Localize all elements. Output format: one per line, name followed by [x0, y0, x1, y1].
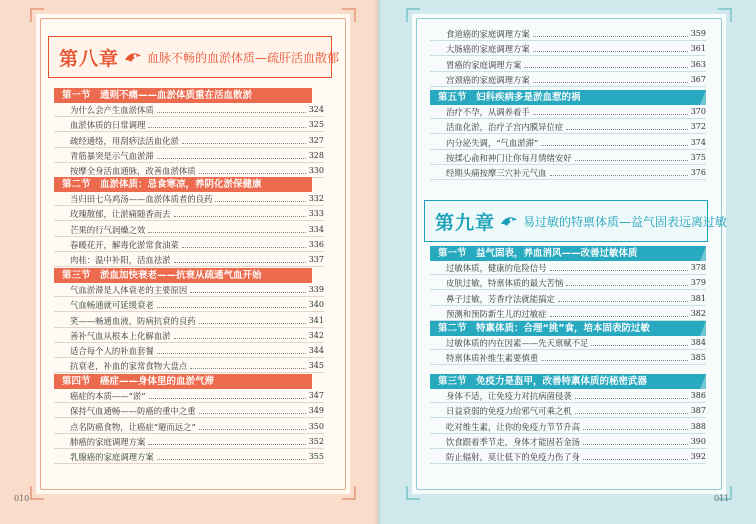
dot-leader [148, 232, 305, 233]
toc-entry[interactable] [430, 388, 706, 403]
toc-entry-title: 肉桂：温中补阳，活血祛淤 [70, 254, 171, 265]
toc-entry-title: 善补气血从根本上化解血淤 [70, 330, 171, 341]
toc-entry-title: 日益衰弱的免疫力给邪气可乘之机 [446, 406, 572, 417]
toc-page-number: 330 [308, 165, 324, 175]
toc-entry-title: 点名防癌食物，让癌症“避而远之” [70, 421, 196, 432]
toc-entry[interactable] [430, 134, 706, 149]
toc-entry[interactable] [430, 350, 706, 365]
chapter-title: 血脉不畅的血淤体质—疏肝活血散郁 [147, 50, 340, 65]
corner-ornament-icon [30, 486, 44, 500]
dot-leader [583, 444, 688, 445]
toc-entry-title: 为什么会产生血淤体质 [70, 105, 154, 116]
toc-entry[interactable] [430, 260, 706, 275]
page-number: 010 [14, 494, 30, 503]
toc-entry[interactable] [54, 102, 324, 117]
toc-page-number: 334 [308, 224, 324, 234]
toc-entry-title: 身体不适，让免疫力对抗病菌侵袭 [446, 391, 572, 402]
toc-entry[interactable] [430, 449, 706, 464]
toc-entry[interactable] [54, 449, 324, 464]
section-entry-list [430, 335, 706, 365]
section-heading[interactable]: 第三节 免疫力是盔甲，改善特禀体质的秘密武器 [430, 374, 706, 389]
swirl-leaf-icon [123, 50, 143, 64]
book-gutter [374, 0, 382, 524]
toc-page-number: 386 [690, 391, 706, 401]
toc-entry-title: 玫瑰散郁，让淤痛随香而去 [70, 209, 171, 220]
toc-entry[interactable] [54, 221, 324, 236]
toc-entry-title: 乳腺癌的家庭调理方案 [70, 451, 154, 462]
corner-ornament-icon [30, 8, 44, 22]
dot-leader [174, 216, 306, 217]
toc-entry-title: 笑——畅通血液，防病抗衰的良药 [70, 315, 196, 326]
dot-leader [533, 36, 688, 37]
toc-entry[interactable] [430, 165, 706, 180]
toc-page-number: 350 [308, 421, 324, 431]
corner-ornament-icon [406, 486, 420, 500]
toc-entry-title: 癌症的本质——“淤” [70, 391, 146, 402]
dot-leader [190, 368, 305, 369]
toc-entry-title: 活血化淤，治疗子宫内膜异位症 [446, 122, 564, 133]
toc-entry-title: 血淤体质的日常调理 [70, 120, 146, 131]
dot-leader [575, 160, 688, 161]
toc-page-number: 363 [690, 59, 706, 69]
toc-entry[interactable] [430, 275, 706, 290]
toc-entry[interactable] [430, 403, 706, 418]
toc-entry[interactable] [54, 388, 324, 403]
toc-entry-title: 大肠癌的家庭调理方案 [446, 44, 530, 55]
toc-entry[interactable] [54, 312, 324, 327]
dot-leader [558, 301, 688, 302]
toc-entry-title: 预测和预防新生儿的过敏症 [446, 308, 547, 319]
toc-entry[interactable] [430, 434, 706, 449]
section-heading[interactable]: 第一节 益气固表，养血消风——改善过敏体质 [430, 246, 706, 261]
toc-page-number: 328 [308, 150, 324, 160]
dot-leader [157, 112, 306, 113]
toc-page-number: 374 [690, 137, 706, 147]
toc-entry-title: 气血淤滞是人体衰老的主要原因 [70, 285, 188, 296]
dot-leader [533, 114, 688, 115]
toc-page-number: 375 [690, 152, 706, 162]
toc-page-number: 384 [690, 338, 706, 348]
toc-page-number: 379 [690, 278, 706, 288]
toc-continued-list [430, 26, 706, 87]
swirl-leaf-icon [499, 214, 519, 228]
dot-leader [575, 398, 688, 399]
toc-entry[interactable] [430, 72, 706, 87]
toc-page-number: 382 [690, 308, 706, 318]
toc-page-number: 342 [308, 330, 324, 340]
dot-leader [541, 360, 688, 361]
toc-entry[interactable] [54, 297, 324, 312]
toc-page-number: 345 [308, 361, 324, 371]
toc-entry[interactable] [54, 148, 324, 163]
toc-entry[interactable] [430, 104, 706, 119]
toc-entry-title: 饮食跟着季节走，身体才能固若金汤 [446, 436, 580, 447]
dot-leader [566, 129, 687, 130]
toc-entry-title: 抗衰老，补血的家常食物大盘点 [70, 361, 188, 372]
section-entry-list [54, 102, 324, 178]
toc-entry[interactable] [54, 282, 324, 297]
chapter-9-header [424, 200, 728, 242]
chapter-title: 易过敏的特禀体质—益气固表远离过敏 [523, 214, 728, 229]
toc-entry-title: 春暖花开，解毒化淤常食油菜 [70, 239, 179, 250]
toc-entry[interactable] [430, 306, 706, 321]
toc-page-number: 392 [690, 451, 706, 461]
toc-page-number: 341 [308, 315, 324, 325]
toc-entry[interactable] [54, 191, 324, 206]
toc-entry[interactable] [54, 328, 324, 343]
section-heading[interactable]: 第五节 妇科疾病多是淤血惹的祸 [430, 90, 706, 105]
toc-entry-title: 特禀体质补维生素要慎重 [446, 353, 539, 364]
toc-page-number: 355 [308, 451, 324, 461]
toc-entry[interactable] [54, 163, 324, 178]
toc-entry[interactable] [430, 418, 706, 433]
chapter-8-header [48, 36, 340, 78]
section-heading[interactable]: 第四节 癌症——身体里的血淤气滞 [54, 374, 312, 389]
section-heading[interactable]: 第三节 淤血加快衰老——抗衰从疏通气血开始 [54, 268, 312, 283]
toc-page-number: 347 [308, 391, 324, 401]
dot-leader [550, 270, 688, 271]
toc-entry-title: 当归田七乌鸡汤——血淤体质者的良药 [70, 194, 213, 205]
toc-page-number: 336 [308, 239, 324, 249]
toc-page-number: 367 [690, 74, 706, 84]
toc-page-number: 361 [690, 44, 706, 54]
toc-entry-title: 适合每个人的补血套餐 [70, 345, 154, 356]
toc-page-number: 352 [308, 436, 324, 446]
toc-entry-title: 内分泌失调，“气血淤滞” [446, 137, 539, 148]
toc-page-number: 340 [308, 300, 324, 310]
toc-page-number: 370 [690, 107, 706, 117]
dot-leader [157, 459, 306, 460]
toc-entry[interactable] [430, 56, 706, 71]
toc-entry[interactable] [430, 41, 706, 56]
toc-entry-title: 按揉心俞和神门让你每月情绪安好 [446, 152, 572, 163]
dot-leader [591, 345, 687, 346]
dot-leader [215, 201, 305, 202]
dot-leader [199, 429, 306, 430]
toc-entry-title: 皮肤过敏，特禀体质的最大苦恼 [446, 278, 564, 289]
toc-entry[interactable] [54, 206, 324, 221]
dot-leader [524, 67, 687, 68]
toc-entry[interactable] [430, 290, 706, 305]
section-entry-list [430, 260, 706, 321]
section-entry-list [430, 388, 706, 464]
section-entry-list [430, 104, 706, 180]
dot-leader [550, 316, 688, 317]
dot-leader [190, 292, 305, 293]
toc-page-number: 349 [308, 406, 324, 416]
toc-entry-title: 食道癌的家庭调理方案 [446, 29, 530, 40]
dot-leader [148, 127, 305, 128]
toc-page-number: 390 [690, 436, 706, 446]
section-heading[interactable]: 第二节 血淤体质：忌食寒凉，养阴化淤保健康 [54, 177, 312, 192]
dot-leader [157, 307, 306, 308]
dot-leader [157, 353, 306, 354]
toc-entry-title: 疏经通络，用刮痧法活血化淤 [70, 135, 179, 146]
dot-leader [174, 338, 306, 339]
toc-page-number: 325 [308, 120, 324, 130]
corner-ornament-icon [718, 8, 732, 22]
dot-leader [533, 51, 688, 52]
toc-page-number: 388 [690, 421, 706, 431]
corner-ornament-icon [406, 8, 420, 22]
toc-entry[interactable] [430, 150, 706, 165]
dot-leader [199, 413, 306, 414]
dot-leader [583, 459, 688, 460]
section-heading[interactable]: 第一节 通则不痛——血淤体质重在活血散淤 [54, 88, 312, 103]
toc-page-number: 339 [308, 285, 324, 295]
toc-page-number: 378 [690, 263, 706, 273]
toc-entry-title: 保持气血通畅——防癌的重中之重 [70, 406, 196, 417]
toc-entry-title: 过敏体质，健康的危险信号 [446, 263, 547, 274]
toc-entry[interactable] [430, 335, 706, 350]
page-number: 011 [714, 494, 730, 503]
toc-page-number: 387 [690, 406, 706, 416]
toc-entry-title: 吃对维生素，让你的免疫力节节升高 [446, 421, 580, 432]
toc-entry-title: 防止辐射，莫让低下的免疫力伤了身 [446, 451, 580, 462]
corner-ornament-icon [342, 486, 356, 500]
dot-leader [149, 398, 306, 399]
chapter-number: 第九章 [435, 211, 496, 234]
dot-leader [541, 145, 687, 146]
toc-entry-title: 经期头痛按摩三穴补元气血 [446, 167, 547, 178]
toc-entry[interactable] [54, 403, 324, 418]
toc-page-number: 327 [308, 135, 324, 145]
toc-entry-title: 胃癌的家庭调理方案 [446, 59, 522, 70]
dot-leader [583, 429, 688, 430]
toc-entry[interactable] [54, 132, 324, 147]
dot-leader [148, 444, 305, 445]
section-entry-list [54, 282, 324, 373]
toc-entry[interactable] [54, 434, 324, 449]
toc-entry[interactable] [54, 237, 324, 252]
toc-entry-title: 治疗不孕，从调养着手 [446, 107, 530, 118]
toc-page-number: 359 [690, 29, 706, 39]
toc-entry-title: 芒果的行气润燥之效 [70, 224, 146, 235]
toc-entry[interactable] [54, 418, 324, 433]
toc-entry[interactable] [430, 26, 706, 41]
toc-entry-title: 过敏体质的内在因素——先天禀赋不足 [446, 338, 589, 349]
toc-entry-title: 按摩全身活血通脉，改善血淤体质 [70, 165, 196, 176]
toc-entry-title: 肺癌的家庭调理方案 [70, 436, 146, 447]
corner-ornament-icon [342, 8, 356, 22]
toc-page-number: 324 [308, 105, 324, 115]
dot-leader [575, 413, 688, 414]
dot-leader [174, 262, 306, 263]
dot-leader [182, 247, 306, 248]
section-entry-list [54, 388, 324, 464]
toc-entry[interactable] [54, 343, 324, 358]
dot-leader [550, 175, 688, 176]
toc-entry-title: 宫颈癌的家庭调理方案 [446, 74, 530, 85]
toc-page-number: 344 [308, 345, 324, 355]
dot-leader [157, 158, 306, 159]
toc-page-number: 385 [690, 353, 706, 363]
chapter-number: 第八章 [59, 47, 120, 70]
dot-leader [533, 82, 688, 83]
toc-page-number: 372 [690, 122, 706, 132]
section-entry-list [54, 191, 324, 267]
toc-page-number: 332 [308, 194, 324, 204]
toc-entry-title: 青筋暴突是示气血淤滞 [70, 150, 154, 161]
dot-leader [566, 285, 687, 286]
toc-entry[interactable] [54, 252, 324, 267]
toc-page-number: 337 [308, 254, 324, 264]
toc-entry[interactable] [430, 119, 706, 134]
toc-entry-title: 鼻子过敏，芳香疗法就能搞定 [446, 293, 555, 304]
dot-leader [199, 173, 306, 174]
dot-leader [182, 143, 306, 144]
toc-entry[interactable] [54, 358, 324, 373]
dot-leader [199, 323, 306, 324]
section-heading[interactable]: 第二节 特禀体质：合理“挑”食，培本固表防过敏 [430, 321, 706, 336]
toc-page-number: 333 [308, 209, 324, 219]
toc-entry-title: 气血畅通就可延缓衰老 [70, 300, 154, 311]
toc-page-number: 376 [690, 167, 706, 177]
toc-page-number: 381 [690, 293, 706, 303]
toc-entry[interactable] [54, 117, 324, 132]
